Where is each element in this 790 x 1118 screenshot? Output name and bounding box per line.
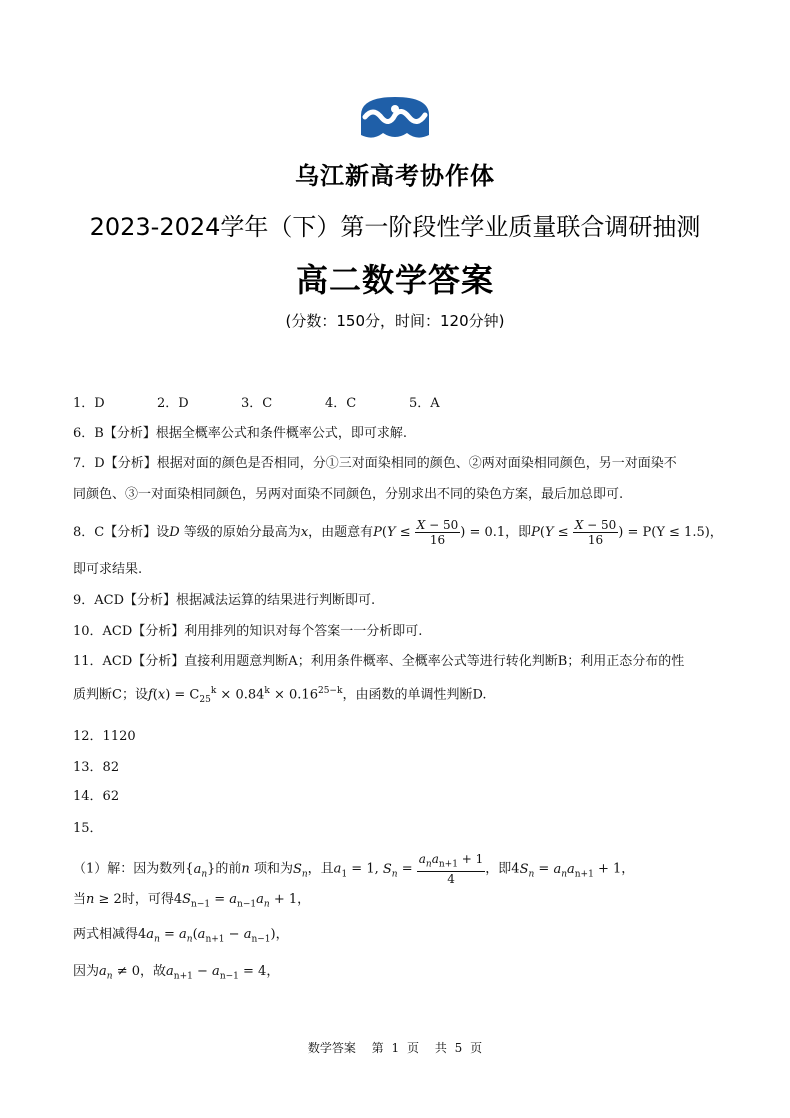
answer-8-lead: 8．C【分析】设 — [73, 525, 170, 540]
answer-4: 4．C — [325, 396, 357, 411]
solution-line-3: 两式相减得$4a_n = a_n(a_{n+1} - a_{n-1})$， — [73, 927, 289, 945]
solution-1-lead: （1）解：因为数列 — [73, 861, 186, 877]
page-title: 高二数学答案 — [295, 261, 494, 299]
solution-4-mid: ，故 — [140, 964, 167, 979]
solution-1-mid2: 项和为 — [253, 861, 293, 877]
answer-13: 13．82 — [73, 760, 120, 775]
answer-1: 1．D — [73, 396, 105, 411]
solution-line-2: 当n ≥ 2时，可得$4S_{n-1} = a_{n-1}a_n + 1$， — [73, 892, 311, 910]
solution-4-lead: 因为 — [73, 964, 100, 979]
answer-8-mid1: 等级的原始分最高为 — [183, 525, 301, 540]
answer-11-line-1: 11．ACD【分析】直接利用题意判断A；利用条件概率、全概率公式等进行转化判断B；利用正态分布的性 — [73, 654, 685, 669]
answer-7-line-2: 同颜色、③一对面染相同颜色，另两对面染不同颜色，分别求出不同的染色方案，最后加总即可. — [73, 487, 624, 502]
solution-2-lead: 当 — [73, 892, 87, 907]
answer-11-lead: 质判断C；设 — [73, 687, 148, 703]
footer-page: 第 1 页 — [371, 1041, 419, 1055]
answer-8-eq2: ) = P(Y ≤ 1.5)， — [618, 525, 723, 540]
answer-5: 5．A — [409, 396, 440, 411]
brand-name: 乌江新高考协作体 — [295, 162, 495, 190]
answer-7-line-1: 7．D【分析】根据对面的颜色是否相同，分①三对面染相同的颜色、②两对面染相同颜色，另一对面染不 — [73, 456, 677, 471]
score-info: (分数：150分，时间：120分钟) — [285, 312, 505, 330]
solution-line-4: 因为$a_n \ne 0$，故$a_{n+1} - a_{n-1} = 4$， — [73, 964, 280, 982]
solution-line-1: （1）解：因为数列$\{a_n\}$的前n 项和为$S_n$，且$a_1 = 1$, $S_n$ = $\frac{a_na_{n+1} + 1}{4}$ ，即$4S_n = a_na_{n+1} + 1$， — [73, 852, 635, 887]
answer-8-mid2: ，由题意有 — [308, 525, 374, 540]
solution-1-mid: 的前 — [215, 861, 242, 877]
answer-6: 6．B【分析】根据全概率公式和条件概率公式，即可求解. — [73, 426, 407, 441]
solution-3-lead: 两式相减得 — [73, 927, 139, 942]
answer-12: 12．1120 — [73, 729, 136, 744]
answer-2: 2．D — [157, 396, 189, 411]
multiple-choice-row — [73, 394, 493, 414]
footer-total: 共 5 页 — [434, 1041, 483, 1055]
solution-2-mid: 时，可得 — [121, 892, 174, 907]
page-footer — [0, 1039, 790, 1056]
answer-9: 9．ACD【分析】根据减法运算的结果进行判断即可. — [73, 593, 376, 608]
footer-label: 数学答案 — [307, 1041, 356, 1055]
answer-11-tail: ，由函数的单调性判断D. — [342, 687, 487, 703]
exam-title: 2023-2024学年（下）第一阶段性学业质量联合调研抽测 — [89, 213, 701, 241]
answer-10: 10．ACD【分析】利用排列的知识对每个答案一一分析即可. — [73, 624, 423, 639]
page-number: 1 — [391, 1041, 400, 1055]
answer-8-eq1: ) = 0.1，即 — [460, 525, 532, 540]
total-pages: 5 — [454, 1041, 463, 1055]
answer-15: 15． — [73, 821, 103, 836]
answer-8-tail: 即可求结果. — [73, 562, 143, 577]
answer-11-line-2: 质判断C；设$f(x) = C_{25}^k \times 0.84^k \times 0.16^{25-k}$，由函数的单调性判断D. — [73, 686, 487, 705]
solution-1-mid3: ，且 — [307, 861, 334, 877]
answer-8: 8．C【分析】设D 等级的原始分最高为x，由题意有P(Y ≤ $\frac{X - 50}{16}$ ) = 0.1，即P(Y ≤ $\frac{X - 50}{16}$ ) = P(Y ≤ 1.5)， — [73, 518, 723, 547]
answer-3: 3．C — [241, 396, 273, 411]
logo-icon — [355, 95, 435, 141]
solution-1-tail: ，即 — [485, 861, 512, 877]
answer-14: 14．62 — [73, 789, 120, 804]
